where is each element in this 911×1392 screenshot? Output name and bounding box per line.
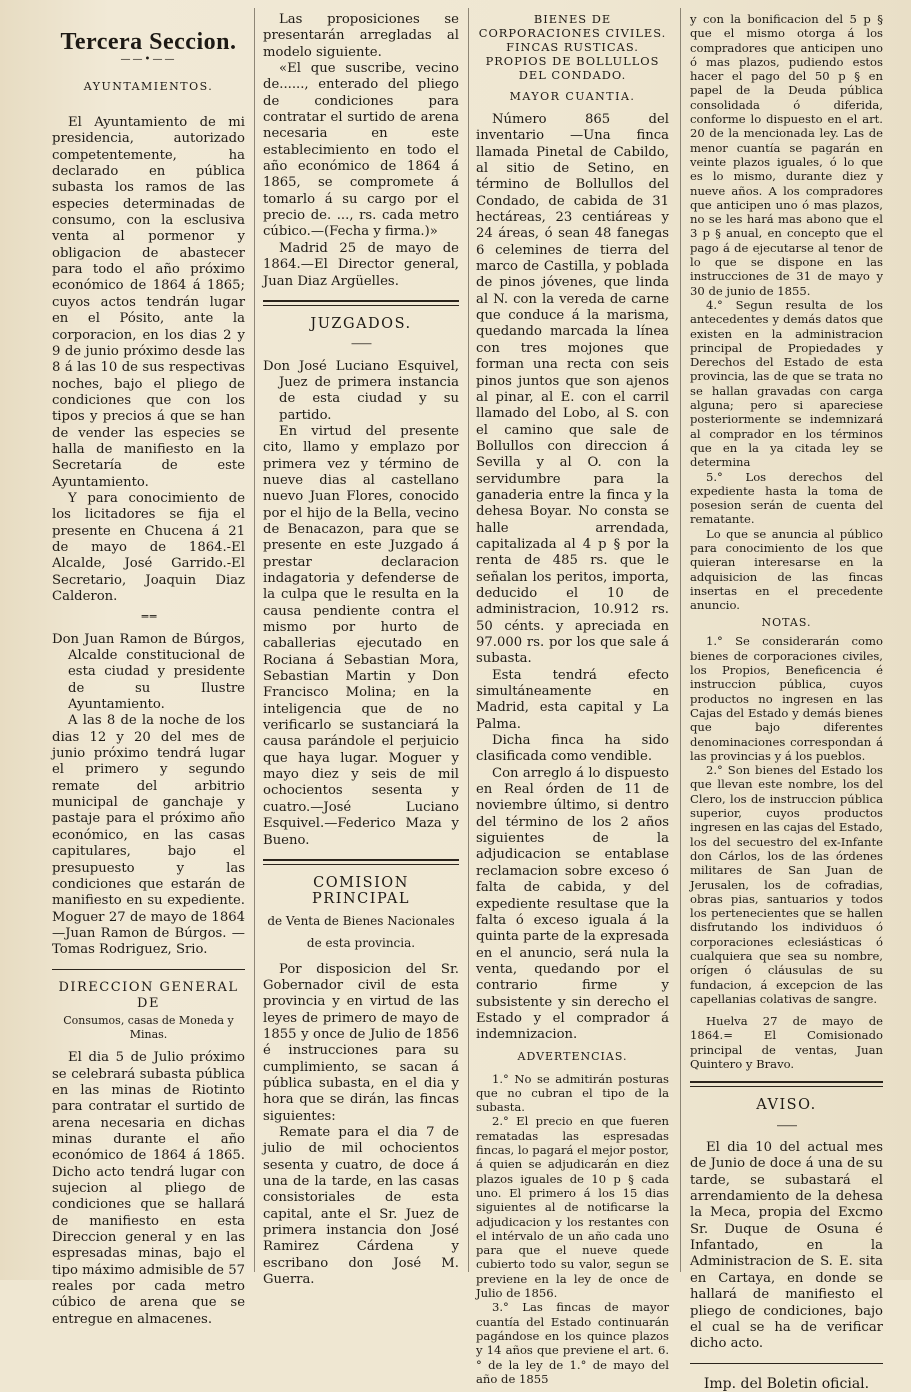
note-paragraph: 5.° Los derechos del expediente hasta la toma de posesion serán de cuenta del rematante. (690, 469, 883, 527)
divider (690, 1081, 883, 1087)
note-paragraph: 1.° No se admitirán posturas que no cubran el tipo de la subasta. (476, 1071, 669, 1115)
imprint: Imp. del Boletin oficial. (703, 1375, 870, 1392)
note-paragraph: 2.° El precio en que fueren rematadas las espresadas fincas, lo pagará el mejor postor, á quien se adjudicarán en diez plazos iguales de 10 p § cada uno. El primero á los 15 dias siguientes al de notificarse la adjudicacion y los restantes con el intérvalo de un año cada uno para que el nueve quede cubierto todo su valor, segun se previene en la ley de once de Julio de 1856. (476, 1114, 669, 1301)
section-title: Tercera Seccion. (60, 29, 237, 55)
paragraph: En virtud del presente cito, llamo y emplazo por primera vez y término de nueve dias al castellano nuevo Juan Flores, conocido por el hijo de la Bella, vecino de Benacazon, para que se presente en este Juzgado á prestar declaracion indagatoria y defenderse de la culpa que le resulta en la causa pendiente contra el mismo por hurto de caballerias ejecutado en Rociana á Sebastian Mora, Sebastian Martin y Don Francisco Molina; en la inteligencia que de no verificarlo se sustanciará la causa parándole el perjuicio que haya lugar. Moguer y mayo diez y seis de mil ochocientos sesenta y cuatro.—José Luciano Esquivel.—Federico Maza y Bueno. (263, 423, 459, 848)
spacer (690, 1006, 883, 1014)
divider (52, 969, 245, 970)
notice-heading: Don José Luciano Esquivel, Juez de primera instancia de esta ciudad y su partido. (263, 358, 459, 423)
paragraph: Madrid 25 de mayo de 1864.—El Director general, Juan Diaz Argüelles. (263, 240, 459, 289)
heading-aviso: AVISO. (756, 1097, 817, 1114)
note-paragraph: 2.° Son bienes del Estado los que llevan este nombre, los del Clero, los de instruccion pública superior, cuyos productos ingresen en las cajas del Estado, los del secuestro del ex-Infante don Cárlos, los de las órdenes militares de San Juan de Jerusalen, los de cofradias, obras pias, santuarios y todos los pertenecientes que se hallen disfrutando los individuos ó corporaciones eclesiásticas ó cualquiera que sea su nombre, orígen ó cláusulas de su fundacion, á excepcion de las capellanias colativas de sangre. (690, 763, 883, 1006)
note-paragraph: y con la bonificacion del 5 p § que el mismo otorga á los compradores que anticipen uno ó mas plazos, pudiendo estos hacer el pago del 50 p § en papel de la Deuda pública consolidada ó diferida, conforme lo dispuesto en el art. 20 de la mencionada ley. Las de menor cuantía se pagarán en veinte plazos iguales, ó lo que es lo mismo, durante diez y nueve años. A los compradores que anticipen uno ó mas plazos, no se les hará mas abono que el 3 p § anual, en concepto que el pago á de ejecutarse al tenor de lo que se dispone en las instrucciones de 31 de mayo y 30 de junio de 1855. (690, 12, 883, 298)
paragraph: Remate para el dia 7 de julio de mil ochocientos sesenta y cuatro, de doce á una de la tarde, en las casas consistoriales de esta capital, ante el Sr. Juez de primera instancia don José Ramirez Cárdena y escribano don José M. Guerra. (263, 1124, 459, 1288)
heading-subtitle: Consumos, casas de Moneda y Minas. (63, 1014, 234, 1042)
note-paragraph: Lo que se anuncia al público para conocimiento de los que quieran interesarse en la adquisicion de las fincas insertas en el precedente anuncio. (690, 526, 883, 613)
divider (263, 859, 459, 865)
column-4 (690, 12, 883, 1392)
paragraph: Y para conocimiento de los licitadores se fija el presente en Chucena á 21 de mayo de 1864.-El Alcalde, José Garrido.-El Secretario, Joaquin Diaz Calderon. (52, 490, 245, 604)
note-paragraph: 3.° Las fincas de mayor cuantía del Estado continuarán pagándose en los quince plazos y 14 años que previene el art. 6.° de la ley de 1.° de mayo del año de 1855 (476, 1300, 669, 1386)
heading-notas: NOTAS. (761, 616, 812, 630)
column-1 (52, 12, 245, 1327)
heading-juzgados: JUZGADOS. (310, 315, 412, 332)
paragraph: «El que suscribe, vecino de......, enterado del pliego de condiciones para contratar el surtido de arena necesaria en este establecimiento en todo el año económico de 1864 á 1865, se compromete á tomarlo á su cargo por el precio de. ..., rs. cada metro cúbico.—(Fecha y firma.)» (263, 61, 459, 240)
note-paragraph: 4.° Segun resulta de los antecedentes y demás datos que existen en la administracion principal de Propiedades y Derechos del Estado de esta provincia, las de que se trata no se hallan gravadas con carga alguna; pero si apareciese posteriormente se indemnizará al comprador en los términos que en la ya citada ley se determina (690, 297, 883, 470)
note-paragraph: 1.° Se considerarán como bienes de corporaciones civiles, los Propios, Beneficencia é instruccion pública, cuyos productos no ingresen en las Cajas del Estado y demás bienes que bajo diferentes denominaciones correspondan á las provincias y á los pueblos. (690, 634, 883, 763)
heading-fincas: FINCAS RUSTICAS. PROPIOS DE BOLLULLOS DEL CONDADO. (485, 40, 660, 82)
column-3 (476, 12, 669, 1386)
divider (263, 300, 459, 306)
heading-ayuntamientos: AYUNTAMIENTOS. (83, 79, 214, 93)
paragraph: Con arreglo á lo dispuesto en Real órden de 11 de noviembre último, si dentro del término de los 2 años siguientes de la adjudicacion se entablase reclamacion sobre exceso ó falta de cabida, y del expediente resultase que la falta ó exceso iguala á la quinta parte de la expresada en el anuncio, será nula la venta, quedando por el contrario firme y subsistente y sin derecho el Estado y el comprador á indemnizacion. (476, 765, 669, 1043)
paragraph: Esta tendrá efecto simultáneamente en Madrid, esta capital y La Palma. (476, 667, 669, 732)
separator: ═ ═ (141, 610, 156, 624)
signature: Huelva 27 de mayo de 1864.= El Comisionado principal de ventas, Juan Quintero y Bravo. (690, 1014, 883, 1072)
notice-heading: Don Juan Ramon de Búrgos, Alcalde constitucional de esta ciudad y presidente de su Ilustre Ayuntamiento. (52, 631, 245, 713)
paragraph: Número 865 del inventario —Una finca llamada Pinetal de Cabildo, al sitio de Setino, en término de Bollullos del Condado, de cabida de 31 hectáreas, 23 centiáreas y 24 áreas, ó sean 48 fanegas 6 celemines de tierra del marco de Castilla, y poblada de pinos jóvenes, que linda al N. con la vereda de carne que conduce á la marisma, quedando marcada la línea con tres mojones que forman una recta con seis pinos juntos que son ajenos al pinar, al E. con el carril llamado del Lobo, al S. con el camino que sale de Bollullos con direccion á Sevilla y al O. con la servidumbre para la ganaderia entre la finca y la dehesa Boyar. No consta se halle arrendada, capitalizada al 4 p § por la renta de 485 rs. que le señalan los peritos, importa, deducido el 10 de administracion, 10.912 rs. 50 cénts. y apreciada en 97.000 rs. por los que sale á subasta. (476, 112, 669, 667)
column-rule (680, 8, 681, 1272)
heading-comision: COMISION PRINCIPAL (312, 874, 410, 908)
heading-direccion: DIRECCION GENERAL DE (58, 979, 239, 1011)
paragraph: El dia 5 de Julio próximo se celebrará subasta pública en las minas de Riotinto para contratar el surtido de arena necesaria en dichas minas durante el año económico de 1864 á 1865. Dicho acto tendrá lugar con sujecion al pliego de condiciones que se hallará de manifiesto en esta Direccion general y en las espresadas minas, bajo el tipo máximo admisible de 57 reales por cada metro cúbico de arena que se entregue en almacenes. (52, 1050, 245, 1327)
paragraph: Las proposiciones se presentarán arregladas al modelo siguiente. (263, 12, 459, 60)
column-rule (468, 8, 469, 1272)
separator: —— (776, 1118, 797, 1132)
paragraph: Por disposicion del Sr. Gobernador civil de esta provincia y en virtud de las leyes de primero de mayo de 1855 y once de Julio de 1856 é instrucciones para su cumplimiento, se sacan á pública subasta, en el dia y hora que se dirán, las fincas siguientes: (263, 961, 459, 1124)
paragraph: Dicha finca ha sido clasificada como vendible. (476, 733, 669, 765)
paragraph: El Ayuntamiento de mi presidencia, autorizado competentemente, ha declarado en pública subasta los ramos de las especies determinadas de consumo, con la esclusiva venta al pormenor y obligacion de abastecer para todo el año próximo económico de 1864 á 1865; cuyos actos tendrán lugar en el Pósito, ante la corporacion, en los dias 2 y 9 de junio próximo desde las 8 á las 10 de sus respectivas noches, bajo el pliego de condiciones que con los tipos y precios á que se han de vender las especies se halla de manifiesto en la Secretaría de este Ayuntamiento. (52, 115, 245, 490)
column-2 (263, 12, 459, 1288)
heading-subtitle: de Venta de Bienes Nacionales de esta provincia. (267, 913, 455, 950)
paragraph: El dia 10 del actual mes de Junio de doce á una de su tarde, se subastará el arrendamiento de la dehesa la Meca, propia del Excmo Sr. Duque de Osuna é Infantado, en la Administracion de S. E. sita en Cartaya, en donde se hallará de manifiesto el pliego de condiciones, bajo el cual se ha de verificar dicho acto. (690, 1140, 883, 1352)
divider (690, 1363, 883, 1364)
heading-bienes: BIENES DE CORPORACIONES CIVILES. (478, 12, 667, 40)
separator: —— (351, 337, 371, 351)
ornament: ——•—— (120, 54, 177, 66)
paragraph: A las 8 de la noche de los dias 12 y 20 del mes de junio próximo tendrá lugar el primero y segundo remate del arbitrio municipal de ganchaje y pastaje para el próximo año económico, en las casas capitulares, bajo el presupuesto y las condiciones que estarán de manifiesto en su expediente. Moguer 27 de mayo de 1864 —Juan Ramon de Búrgos. —Tomas Rodriguez, Srio. (52, 713, 245, 958)
heading-mayor-cuantia: MAYOR CUANTIA. (509, 90, 636, 103)
column-rule (254, 8, 255, 1272)
heading-advertencias: ADVERTENCIAS. (517, 1049, 628, 1063)
